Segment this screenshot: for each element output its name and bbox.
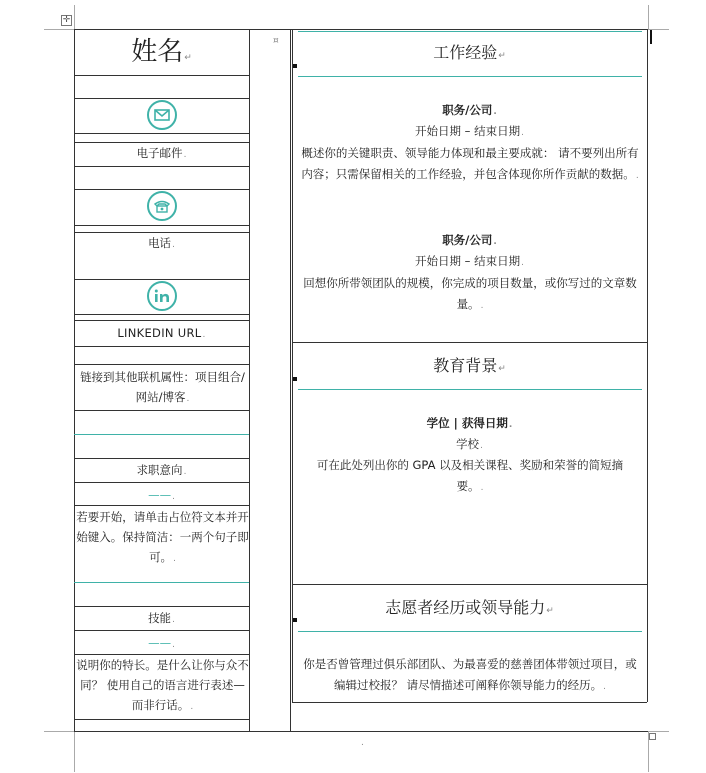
email-label[interactable]: 电子邮件. (136, 146, 187, 160)
education-school[interactable]: 学校. (456, 437, 483, 451)
resize-handle-icon[interactable] (649, 733, 656, 740)
job-title[interactable]: 职务/公司. (442, 103, 497, 117)
linkedin-icon (147, 281, 177, 311)
other-links-text[interactable]: 链接到其他联机属性：项目组合/网站/博客. (80, 370, 245, 404)
job-dates[interactable]: 开始日期 – 结束日期. (415, 254, 524, 268)
job-dates[interactable]: 开始日期 – 结束日期. (415, 124, 524, 138)
education-heading[interactable]: 教育背景↵ (433, 356, 506, 375)
objective-divider: ——. (148, 488, 175, 502)
cell-end-marker: ¤ (273, 36, 279, 46)
job-description[interactable]: 概述你的关键职责、领导能力体现和最主要成就： 请不要列出所有内容；只需保留相关的工作经验，并包含体现你所作贡献的数据。. (301, 146, 639, 181)
phone-label[interactable]: 电话. (148, 236, 175, 250)
education-description[interactable]: 可在此处列出你的 GPA 以及相关课程、奖励和荣誉的简短摘要。. (316, 458, 624, 493)
education-degree[interactable]: 学位 | 获得日期. (426, 416, 513, 430)
skills-divider: ——. (148, 636, 175, 650)
move-handle-icon[interactable]: ✛ (62, 15, 71, 25)
cursor-marker (650, 30, 652, 44)
paragraph-marker: . (361, 738, 364, 748)
resume-name[interactable]: 姓名↵ (131, 37, 192, 67)
phone-icon (147, 191, 177, 221)
email-icon (147, 100, 177, 130)
skills-text[interactable]: 说明你的特长。是什么让你与众不同？ 使用自己的语言进行表述—而非行话。. (76, 658, 249, 712)
volunteer-heading[interactable]: 志愿者经历或领导能力↵ (385, 598, 554, 617)
volunteer-description[interactable]: 你是否曾管理过俱乐部团队、为最喜爱的慈善团体带领过项目，或编辑过校报？ 请尽情描述可阐释你领导能力的经历。. (303, 657, 637, 692)
experience-heading[interactable]: 工作经验↵ (433, 43, 506, 62)
objective-heading[interactable]: 求职意向. (136, 463, 187, 477)
linkedin-label[interactable]: LINKEDIN URL. (117, 326, 206, 340)
page-corner-top-right (648, 5, 669, 30)
page-corner-bottom-left (44, 731, 75, 772)
job-description[interactable]: 回想你所带领团队的规模，你完成的项目数量，或你写过的文章数量。. (303, 276, 637, 311)
objective-text[interactable]: 若要开始，请单击占位符文本并开始键入。保持简洁：一两个句子即可。. (76, 510, 249, 564)
job-title[interactable]: 职务/公司. (442, 233, 497, 247)
skills-heading[interactable]: 技能. (148, 611, 175, 625)
